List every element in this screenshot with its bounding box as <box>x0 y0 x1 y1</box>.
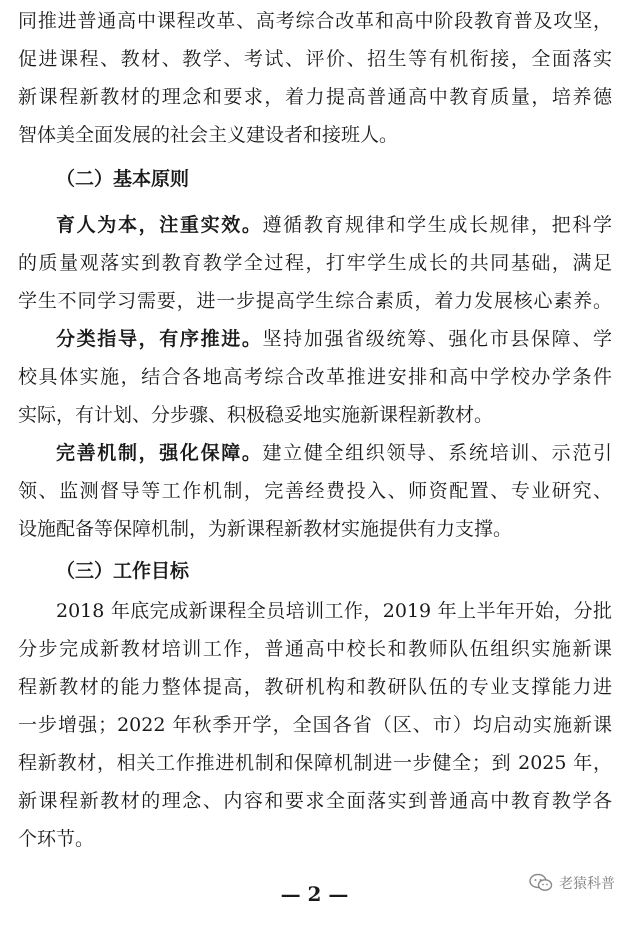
body-line: 实际，有计划、分步骤、积极稳妥地实施新课程新教材。 <box>18 404 494 426</box>
body-line: 程新教材的能力整体提高，教研机构和教研队伍的专业支撑能力进 <box>18 676 612 698</box>
body-line <box>56 324 612 354</box>
wechat-icon <box>529 873 553 893</box>
body-line: 2018 年底完成新课程全员培训工作，2019 年上半年开始，分批 <box>56 600 612 622</box>
principle-lead: 完善机制，强化保障。 <box>56 442 263 464</box>
body-line: 新课程新教材的理念、内容和要求全面落实到普通高中教育教学各 <box>18 790 612 812</box>
body-line: 的质量观落实到教育教学全过程，打牢学生成长的共同基础，满足 <box>18 252 612 274</box>
watermark <box>529 870 615 896</box>
watermark-text: 老猿科普 <box>559 876 615 892</box>
principle-text: 建立健全组织领导、系统培训、示范引 <box>262 442 612 464</box>
principle-lead: 分类指导，有序推进。 <box>56 328 263 350</box>
body-line: 校具体实施，结合各地高考综合改革推进安排和高中学校办学条件 <box>18 366 612 388</box>
principle-lead: 育人为本，注重实效。 <box>56 214 263 236</box>
body-line: 设施配备等保障机制，为新课程新教材实施提供有力支撑。 <box>18 518 513 540</box>
section-heading: （二）基本原则 <box>56 168 190 190</box>
body-line: 新课程新教材的理念和要求，着力提高普通高中教育质量，培养德 <box>18 86 612 108</box>
body-line: 同推进普通高中课程改革、高考综合改革和高中阶段教育普及攻坚， <box>18 10 612 32</box>
body-line: 一步增强；2022 年秋季开学，全国各省（区、市）均启动实施新课 <box>18 714 612 736</box>
principle-text: 坚持加强省级统筹、强化市县保障、学 <box>262 328 612 350</box>
body-line: 分步完成新教材培训工作，普通高中校长和教师队伍组织实施新课 <box>18 638 612 660</box>
body-line: 智体美全面发展的社会主义建设者和接班人。 <box>18 124 399 146</box>
body-line: 程新教材，相关工作推进机制和保障机制进一步健全；到 2025 年， <box>18 752 612 774</box>
body-line <box>56 438 612 468</box>
body-line: 领、监测督导等工作机制，完善经费投入、师资配置、专业研究、 <box>18 480 612 502</box>
body-line: 个环节。 <box>18 828 95 850</box>
body-line: 学生不同学习需要，进一步提高学生综合素质，着力发展核心素养。 <box>18 290 612 312</box>
principle-text: 遵循教育规律和学生成长规律，把科学 <box>262 214 612 236</box>
body-line <box>56 210 612 240</box>
section-heading: （三）工作目标 <box>56 560 190 582</box>
body-line: 促进课程、教材、教学、考试、评价、招生等有机衔接，全面落实 <box>18 48 612 70</box>
page-number: — 2 — <box>280 882 349 906</box>
